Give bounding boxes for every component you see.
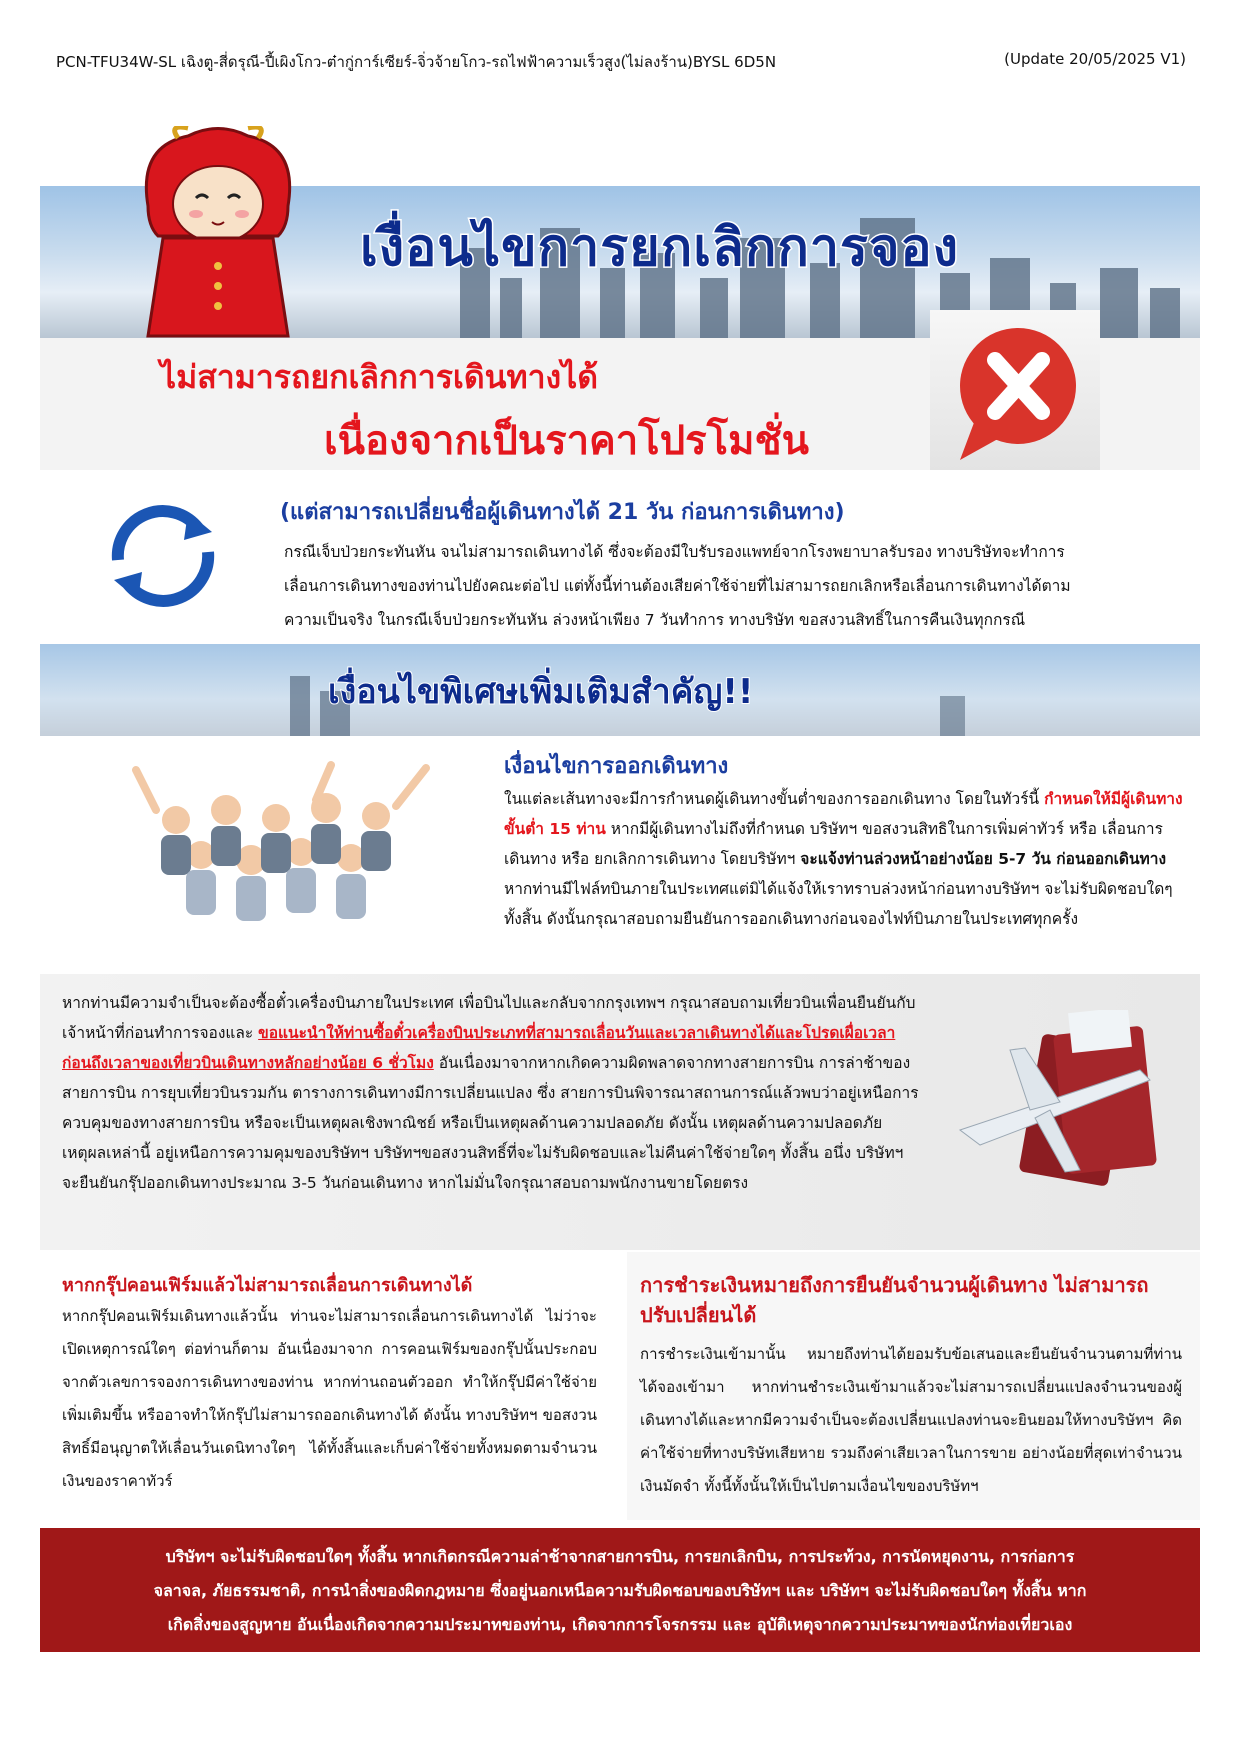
departure-text-2: หากมีผู้เดินทางไม่ถึงที่กำหนด บริษัทฯ ขอสงวนสิทธิในการเพิ่มค่าทัวร์ หรือ เลื่อนการเดินทาง หรือ ยกเลิกการเดินทาง โดยบริษัทฯ — [504, 820, 1163, 868]
name-change-line: เลื่อนการเดินทางของท่านไปยังคณะต่อไป แต่ทั้งนี้ท่านต้องเสียค่าใช้จ่ายที่ไม่สามารถยกเลิกหรือเลื่อนการเดินทางได้ตาม — [284, 577, 1071, 595]
domestic-text-2: อันเนื่องมาจากหากเกิดความผิดพลาดจากทางสายการบิน การล่าช้าของสายการบิน การยุบเที่ยวบินรวมกัน ตารางการเดินทางมีการเปลี่ยนแปลง ซึ่ง สายการบินพิจารณาสถานการณ์แล้วพบว่าอยู่เหนือการควบคุมของทางสายการบิน หรือจะเป็นเหตุผลเชิงพาณิชย์ หรือเป็นเหตุผลด้านความปลอดภัย ดังนั้น เหตุผลด้านความปลอดภัย เหตุผลเหล่านี้ อยู่เหนือการความคุมของบริษัทฯ บริษัทฯขอสงวนสิทธิ์ที่จะไม่รับผิดชอบและไม่คืนค่าใช้จ่ายใดๆ ทั้งสิ้น อนึ่ง บริษัทฯ จะยืนยันกรุ๊ปออกเดินทางประมาณ 3-5 วันก่อนเดินทาง หากไม่มั่นใจกรุณาสอบถามพนักงานขายโดยตรง — [62, 1054, 919, 1192]
departure-text-1: ในแต่ละเส้นทางจะมีการกำหนดผู้เดินทางขั้นต่ำของการออกเดินทาง โดยในทัวร์นี้ — [504, 790, 1045, 808]
update-date: (Update 20/05/2025 V1) — [1004, 50, 1186, 68]
cancel-line-2: เนื่องจากเป็นราคาโปรโมชั่น — [324, 418, 809, 464]
passport-plane-icon — [940, 1010, 1170, 1200]
name-change-line: กรณีเจ็บป่วยกระทันหัน จนไม่สามารถเดินทางได้ ซึ่งจะต้องมีใบรับรองแพทย์จากโรงพยาบาลรับรอง ทางบริษัทจะทำการ — [284, 543, 1065, 561]
name-change-line: ความเป็นจริง ในกรณีเจ็บป่วยกระทันหัน ล่วงหน้าเพียง 7 วันทำการ ทางบริษัท ขอสงวนสิทธิ์ในการคืนเงินทุกกรณี — [284, 611, 1026, 629]
domestic-text-1: หากท่านมีความจำเป็นจะต้องซื้อตั๋วเครื่องบินภายในประเทศ เพื่อบินไปและกลับจากกรุงเทพฯ กรุณาสอบถามเที่ยวบินเพื่อนยืนยันกับเจ้าหน้าที่ก่อนทำการจองและ — [62, 994, 916, 1042]
payment-body: การชำระเงินเข้ามานั้น หมายถึงท่านได้ยอมรับข้อเสนอและยืนยันจำนวนตามที่ท่านได้จองเข้ามา หากท่านชำระเงินเข้ามาแล้วจะไม่สามารถเปลี่ยนแปลงจำนวนของผู้เดินทางได้และหากมีความจำเป็นจะต้องเปลี่ยนแปลงท่านจะยินยอมให้ทางบริษัทฯ คิดค่าใช้จ่ายที่ทางบริษัทเสียหาย รวมถึงค่าเสียเวลาในการขาย อย่างน้อยที่สุดเท่าจำนวนเงินมัดจำ ทั้งนี้ทั้งนั้นให้เป็นไปตามเงื่อนไขของบริษัทฯ — [640, 1345, 1182, 1495]
x-image-box — [930, 310, 1100, 470]
departure-text-3: หากท่านมีไฟล์ทบินภายในประเทศแต่มิได้แจ้งให้เราทราบล่วงหน้าก่อนทางบริษัทฯ จะไม่รับผิดชอบใดๆ ทั้งสิ้น ดังนั้นกรุณาสอบถามยืนยันการออกเดินทางก่อนจองไฟท์บินภายในประเทศทุกครั้ง — [504, 880, 1173, 928]
disclaimer-text — [70, 1540, 1170, 1642]
name-change-body — [284, 535, 1184, 637]
disclaimer-line: บริษัทฯ จะไม่รับผิดชอบใดๆ ทั้งสิ้น หากเกิดกรณีความล่าช้าจากสายการบิน, การยกเลิกบิน, การประท้วง, การนัดหยุดงาน, การก่อการ — [165, 1547, 1075, 1566]
cancel-line-1: ไม่สามารถยกเลิกการเดินทางได้ — [160, 358, 599, 396]
disclaimer-line: จลาจล, ภัยธรรมชาติ, การนำสิ่งของผิดกฎหมาย ซึ่งอยู่นอกเหนือความรับผิดชอบของบริษัทฯ และ บริษัทฯ จะไม่รับผิดชอบใดๆ ทั้งสิ้น หาก — [153, 1581, 1087, 1600]
departure-title: เงื่อนไขการออกเดินทาง — [504, 754, 729, 779]
banner-title: เงื่อนไขการยกเลิกการจอง — [360, 218, 960, 278]
tour-code: PCN-TFU34W-SL เฉิงตู-สี่ดรุณี-ปี้เผิงโกว-ต๋ากู่การ์เซียร์-จิ่วจ้ายโกว-รถไฟฟ้าความเร็วสูง(ไม่ลงร้าน)BYSL 6D5N — [56, 53, 777, 71]
payment-title: การชำระเงินหมายถึงการยืนยันจำนวนผู้เดินทาง ไม่สามารถปรับเปลี่ยนได้ — [640, 1273, 1149, 1327]
confirmed-body: หากกรุ๊ปคอนเฟิร์มเดินทางแล้วนั้น ท่านจะไม่สามารถเลื่อนการเดินทางได้ ไม่ว่าจะเปิดเหตุการณ์ใดๆ ต่อท่านก็ตาม อันเนื่องมาจาก การคอนเฟิร์มของกรุ๊ปนั้นประกอบจากตัวเลขการจองการเดินทางของท่าน หากท่านถอนตัวออก ทำให้กรุ๊ปมีค่าใช้จ่ายเพิ่มเติมขึ้น หรืออาจทำให้กรุ๊ปไม่สามารถออกเดินทางได้ ดังนั้น ทางบริษัทฯ ขอสงวนสิทธิ์มีอนุญาตให้เลื่อนวันเดนิทางใดๆ ได้ทั้งสิ้นและเก็บค่าใช้จ่ายทั้งหมดตามจำนวนเงินของราคาทัวร์ — [62, 1307, 597, 1490]
domestic-advice: ขอแนะนำให้ท่านซื้อตั๋วเครื่องบินประเภทที่สามารถเลื่อนวันและเวลาเดินทางได้และโปรดเผื่อเวลาก่อนถึงเวลาของเที่ยวบินเดินทางหลักอย่างน้อย 6 ชั่วโมง — [62, 1024, 896, 1072]
group-people-icon — [116, 760, 456, 930]
name-change-title: (แต่สามารถเปลี่ยนชื่อผู้เดินทางได้ 21 วัน ก่อนการเดินทาง) — [280, 500, 845, 525]
confirmed-title: หากกรุ๊ปคอนเฟิร์มแล้วไม่สามารถเลื่อนการเดินทางได้ — [62, 1275, 473, 1296]
domestic-flight-body — [62, 988, 922, 1198]
departure-min-pax: กำหนดให้มีผู้เดินทางขั้นต่ำ 15 ท่าน — [504, 790, 1183, 838]
departure-body — [504, 784, 1184, 934]
disclaimer-line: เกิดสิ่งของสูญหาย อันเนื่องเกิดจากความประมาทของท่าน, เกิดจากการโจรกรรม และ อุบัติเหตุจากความประมาทของนักท่องเที่ยวเอง — [167, 1615, 1073, 1634]
close-icon — [930, 310, 1100, 470]
departure-notice: จะแจ้งท่านล่วงหน้าอย่างน้อย 5-7 วัน ก่อนออกเดินทาง — [800, 850, 1167, 868]
refresh-icon — [88, 490, 238, 620]
dragon-mascot-icon — [138, 126, 298, 338]
banner2-title: เงื่อนไขพิเศษเพิ่มเติมสำคัญ!! — [328, 672, 754, 712]
